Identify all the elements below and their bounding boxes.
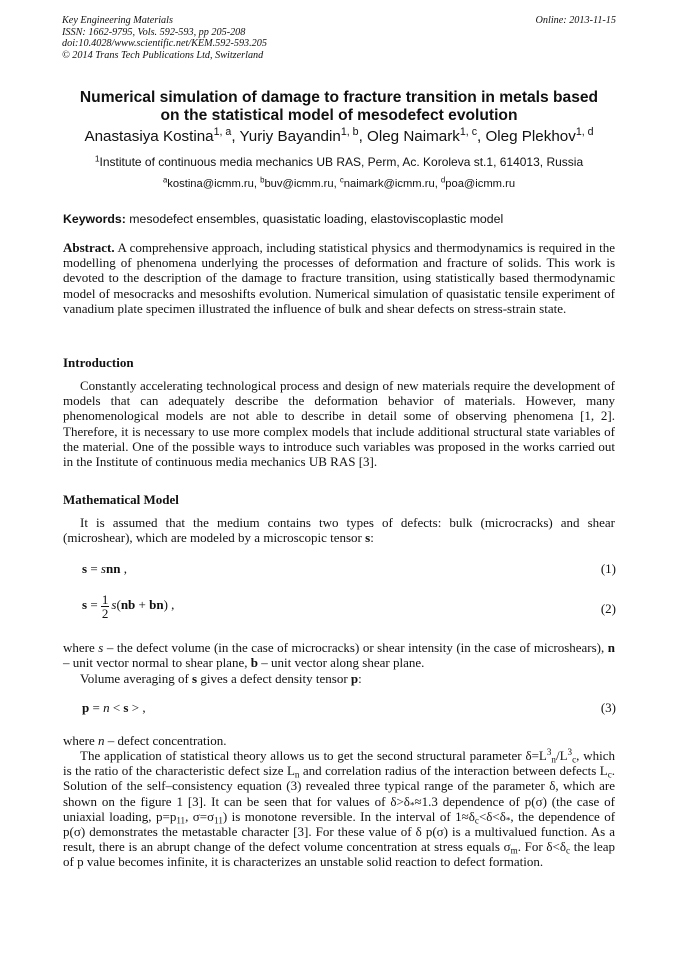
journal-header xyxy=(62,15,616,61)
text-run: <δ<δ xyxy=(478,808,506,824)
equation-1-body: s = snn , xyxy=(82,561,127,576)
author-name: Yuriy Bayandin xyxy=(239,128,341,145)
author-sup: 1, a xyxy=(213,126,232,139)
text-run: gives a defect density tensor xyxy=(197,671,351,686)
equation-number: (2) xyxy=(600,601,616,616)
title-line-1: Numerical simulation of damage to fracture transition in metals based xyxy=(79,89,599,106)
symbol-n: n xyxy=(607,640,615,655)
author-sup: 1, d xyxy=(575,126,594,139)
abstract-label: Abstract. xyxy=(63,240,115,255)
math-paragraph-1 xyxy=(63,515,615,545)
email-sup: b xyxy=(260,175,265,185)
equation-number: (3) xyxy=(600,700,616,715)
text-run: ) is monotone reversible. In the interval of 1≈δ xyxy=(222,808,475,824)
symbol-b: b xyxy=(250,655,258,671)
equation-2-body: s = $\frac{1}{2}$ s(nb + bn) , xyxy=(82,592,175,621)
text-run: where xyxy=(63,640,99,655)
introduction-heading: Introduction xyxy=(63,355,134,370)
paper-title xyxy=(40,89,638,124)
equation-3 xyxy=(82,700,616,720)
abstract xyxy=(63,240,615,316)
author-name: Oleg Naimark xyxy=(367,128,460,145)
text-run: The application of statistical theory allows us to get the second structural parameter δ=L xyxy=(80,748,547,763)
text-run: , the dependence of p(σ) demonstrates the metastable character [3]. For these value of δ p(σ) is a multivalued function. As a result, there is an abrupt change of the defect volume concentration at stress equals σ xyxy=(63,808,616,855)
online-date: Online: 2013-11-15 xyxy=(535,15,616,26)
text-run: and correlation radius of the interaction between defects L xyxy=(299,763,608,779)
affiliation-sup: 1 xyxy=(94,153,100,164)
text-run: – unit vector normal to shear plane, xyxy=(63,655,251,671)
text-run: – unit vector along shear plane. xyxy=(257,655,425,671)
math-paragraph-3 xyxy=(63,671,615,686)
statistical-theory-paragraph: The application of statistical theory allows us to get the second structural parameter $\delta=L^3_n/L^3_c$, which is the ratio of the characteristic defect size $L_n$ and correlation radius of the interaction between defects $L_c$. Solution of the self–consistency equation (3) revealed three typical range of the parameter δ, which are shown on the figure 1 [3]. It can be seen that for values of $\delta>\delta_*\approx 1.3$ dependence of p(σ) (the case of uniaxial loading, $p=p_{11}$, $\sigma=\sigma_{11}$) is monotone reversible. In the interval of $1\approx\delta_c<\delta<\delta_*$, the dependence of p(σ) demonstrates the metastable character [3]. For these value of δ p(σ) is a multivalued function. As a result, there is an abrupt change of the defect volume concentration at stress equals $\sigma_m$. For $\delta<\delta_c$ the leap of p value becomes infinite, it is characterizes an unstable solid reaction to defect formation. xyxy=(63,747,616,870)
affiliation xyxy=(40,155,638,169)
text-run: . Solution of the self–consistency equation (3) revealed three typical range of the parameter δ, which are shown on the figure 1 [3]. It can be seen that for values of δ>δ xyxy=(63,763,615,809)
text-run: : xyxy=(358,671,362,686)
text-run: where xyxy=(63,733,99,748)
email-sup: c xyxy=(339,175,344,185)
issn-line: ISSN: 1662-9795, Vols. 592-593, pp 205-208 xyxy=(62,26,246,38)
text-run: It is assumed that the medium contains two types of defects: bulk (microcracks) and shear (microshear), which are modeled by a microscopic tensor xyxy=(63,515,615,546)
symbol-p: p xyxy=(350,671,359,686)
equation-3-body: p = n < s > , xyxy=(82,700,146,715)
text-run: ≈1.3 dependence of p(σ) (the case of uniaxial loading, p=p xyxy=(63,793,615,824)
email-address: naimark@icmm.ru xyxy=(343,178,435,190)
email-address: buv@icmm.ru xyxy=(264,178,334,190)
author-sup: 1, c xyxy=(459,126,478,139)
symbol-s: s xyxy=(98,640,104,655)
math-model-heading: Mathematical Model xyxy=(63,492,179,507)
email-address: poa@icmm.ru xyxy=(445,178,516,190)
symbol-s: s xyxy=(192,671,198,686)
symbol-s: s xyxy=(365,530,371,546)
text-run: the leap of p value becomes infinite, it is characterizes an unstable solid reaction to defect formation. xyxy=(63,839,615,870)
text-run: , σ=σ xyxy=(185,808,215,824)
author-list: Anastasiya Kostina$^{1, a}$, Yuriy Bayandin$^{1, b}$, Oleg Naimark$^{1, c}$, Oleg Plekhov$^{1, d}$ xyxy=(84,126,594,145)
abstract-text: A comprehensive approach, including statistical physics and thermodynamics is required in the modelling of phenomena underlying the processes of deformation and fracture of solids. This work is devoted to the description of the damage to fracture transition, using statistically based thermodynamic model of mesocracks and mesoshifts evolution. Numerical simulation of quasistatic tensile experiment of vanadium plate specimen illustrated the influence of bulk and shear defects on stress-strain state. xyxy=(63,240,615,316)
author-name: Oleg Plekhov xyxy=(485,128,576,145)
author-name: Anastasiya Kostina xyxy=(84,128,214,145)
copyright-line: © 2014 Trans Tech Publications Ltd, Switzerland xyxy=(62,49,264,61)
text-run: : xyxy=(370,530,374,546)
email-sup: d xyxy=(440,175,446,185)
author-sup: 1, b xyxy=(340,126,359,139)
symbol-n: n xyxy=(98,733,105,748)
math-paragraph-2 xyxy=(63,640,615,670)
affiliation-text: Institute of continuous media mechanics UB RAS, Perm, Ac. Koroleva st.1, 614013, Russia xyxy=(99,155,584,169)
equation-2 xyxy=(82,593,616,623)
text-run: . For δ<δ xyxy=(517,839,566,855)
title-line-2: on the statistical model of mesodefect evolution xyxy=(160,106,518,124)
text-run: Volume averaging of xyxy=(80,671,193,686)
email-list: $^a$kostina@icmm.ru, $^b$buv@icmm.ru, $^c$naimark@icmm.ru, $^d$poa@icmm.ru xyxy=(162,175,516,190)
text-run: , which is the ratio of the characteristic defect size L xyxy=(63,748,615,779)
doi-line: doi:10.4028/www.scientific.net/KEM.592-593.205 xyxy=(62,38,267,50)
journal-name: Key Engineering Materials xyxy=(62,15,173,26)
keywords-text: mesodefect ensembles, quasistatic loading, elastoviscoplastic model xyxy=(129,212,504,226)
text-run: – defect concentration. xyxy=(104,733,227,748)
equation-number: (1) xyxy=(600,561,616,576)
math-paragraph-4 xyxy=(63,733,615,748)
email-address: kostina@icmm.ru xyxy=(167,178,254,190)
equation-1 xyxy=(82,561,616,581)
email-sup: a xyxy=(162,175,168,185)
text-run: – the defect volume (in the case of microcracks) or shear intensity (in the case of microshears), xyxy=(103,640,608,655)
keywords-label: Keywords: xyxy=(63,212,126,226)
introduction-text: Constantly accelerating technological process and design of new materials require the development of models that can adequately describe the deformation behavior of materials. However, many phenomenological models are not able to describe in detail some of observing phenomena [1, 2]. Therefore, it is necessary to use more complex models that include additional structural state variables of the material. One of the possible ways to introduce such variables was proposed in the works carried out in the Institute of continuous media mechanics UB RAS [3]. xyxy=(63,378,615,470)
keywords xyxy=(63,212,623,226)
